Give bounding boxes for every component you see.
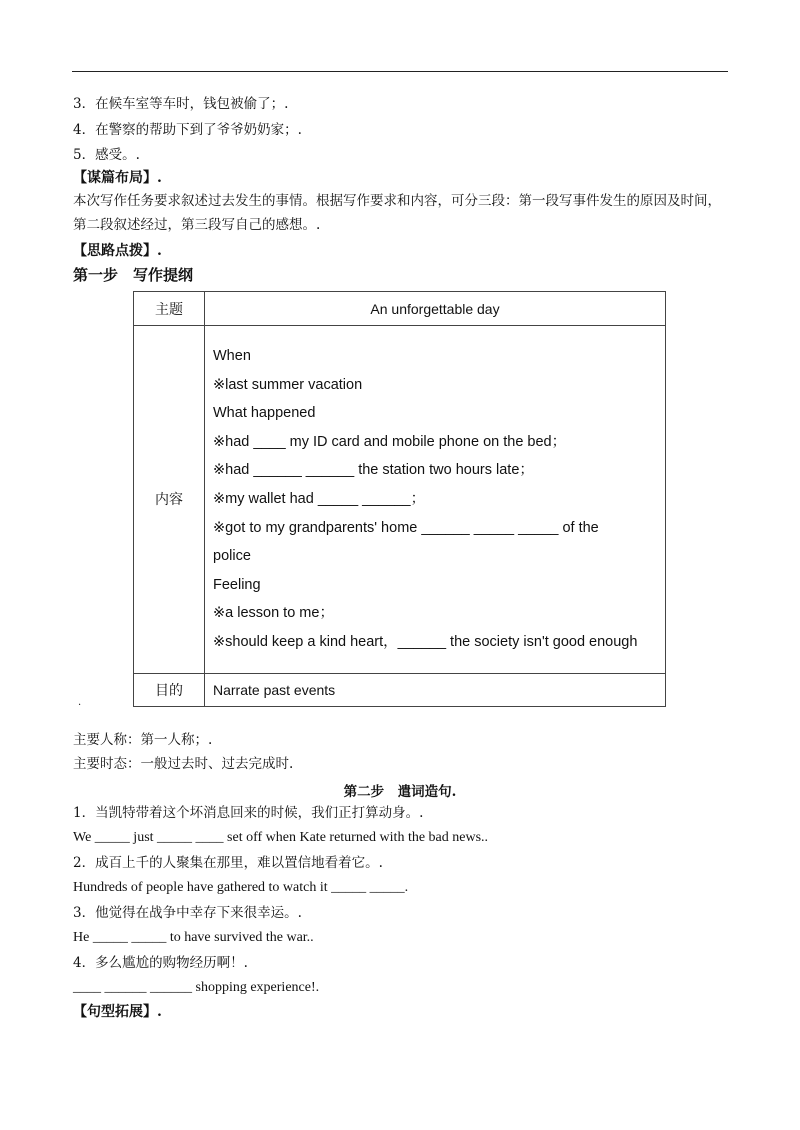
step1-heading: 第一步 写作提纲 bbox=[73, 266, 194, 284]
expand-heading: 【句型拓展】. bbox=[73, 1004, 162, 1020]
sentence-3-cn: 3．他觉得在战争中幸存下来很幸运。. bbox=[73, 905, 302, 921]
content-line: ※a lesson to me； bbox=[213, 605, 334, 622]
hint-heading: 【思路点拨】. bbox=[73, 243, 162, 259]
content-row bbox=[134, 326, 666, 674]
content-line: ※had ____ my ID card and mobile phone on the bed； bbox=[213, 433, 567, 450]
sentence-1-cn: 1．当凯特带着这个坏消息回来的时候，我们正打算动身。. bbox=[73, 805, 424, 821]
outline-point-4: 4．在警察的帮助下到了爷爷奶奶家；. bbox=[73, 122, 302, 138]
header-rule bbox=[72, 71, 728, 72]
layout-heading: 【谋篇布局】. bbox=[73, 170, 162, 186]
sentence-4-cn: 4．多么尴尬的购物经历啊！. bbox=[73, 955, 248, 971]
tense-line: 主要时态：一般过去时、过去完成时. bbox=[73, 756, 294, 772]
content-line: What happened bbox=[213, 405, 316, 422]
content-line: When bbox=[213, 348, 251, 364]
outline-point-3: 3．在候车室等车时，钱包被偷了；. bbox=[73, 96, 289, 112]
content-line: police bbox=[213, 548, 251, 565]
layout-paragraph: 本次写作任务要求叙述过去发生的事情。根据写作要求和内容，可分三段：第一段写事件发生的原因及时间，第二段叙述经过，第三段写自己的感想。. bbox=[73, 193, 721, 233]
content-cell bbox=[205, 326, 666, 674]
content-label: 内容 bbox=[134, 326, 205, 674]
step2-heading: 第二步 遣词造句. bbox=[343, 784, 457, 800]
purpose-row bbox=[134, 673, 666, 706]
theme-label: 主题 bbox=[134, 292, 205, 326]
outline-point-5: 5．感受。. bbox=[73, 147, 140, 163]
theme-value: An unforgettable day bbox=[205, 292, 666, 326]
content-line: ※my wallet had _____ ______； bbox=[213, 490, 426, 507]
after-table-mark: . bbox=[78, 697, 82, 708]
content-line: Feeling bbox=[213, 576, 261, 593]
content-line: ※had ______ ______ the station two hours late； bbox=[213, 462, 534, 479]
sentence-1-en: We _____ just _____ ____ set off when Kate returned with the bad news.. bbox=[73, 830, 489, 845]
sentence-2-en: Hundreds of people have gathered to watch it _____ _____. bbox=[73, 880, 409, 895]
purpose-value: Narrate past events bbox=[205, 673, 666, 706]
purpose-label: 目的 bbox=[134, 673, 205, 706]
writing-outline-table bbox=[133, 291, 666, 707]
content-line: ※last summer vacation bbox=[213, 376, 363, 393]
content-line: ※got to my grandparents' home ______ _____ _____ of the bbox=[213, 519, 599, 536]
theme-row bbox=[134, 292, 666, 326]
person-line: 主要人称：第一人称；. bbox=[73, 732, 213, 748]
sentence-2-cn: 2．成百上千的人聚集在那里，难以置信地看着它。. bbox=[73, 855, 383, 871]
sentence-4-en: ____ ______ ______ shopping experience!. bbox=[73, 980, 320, 995]
sentence-3-en: He _____ _____ to have survived the war.. bbox=[73, 930, 314, 945]
content-line: ※should keep a kind heart，______ the society isn't good enough bbox=[213, 633, 638, 650]
content-lines bbox=[213, 342, 664, 657]
